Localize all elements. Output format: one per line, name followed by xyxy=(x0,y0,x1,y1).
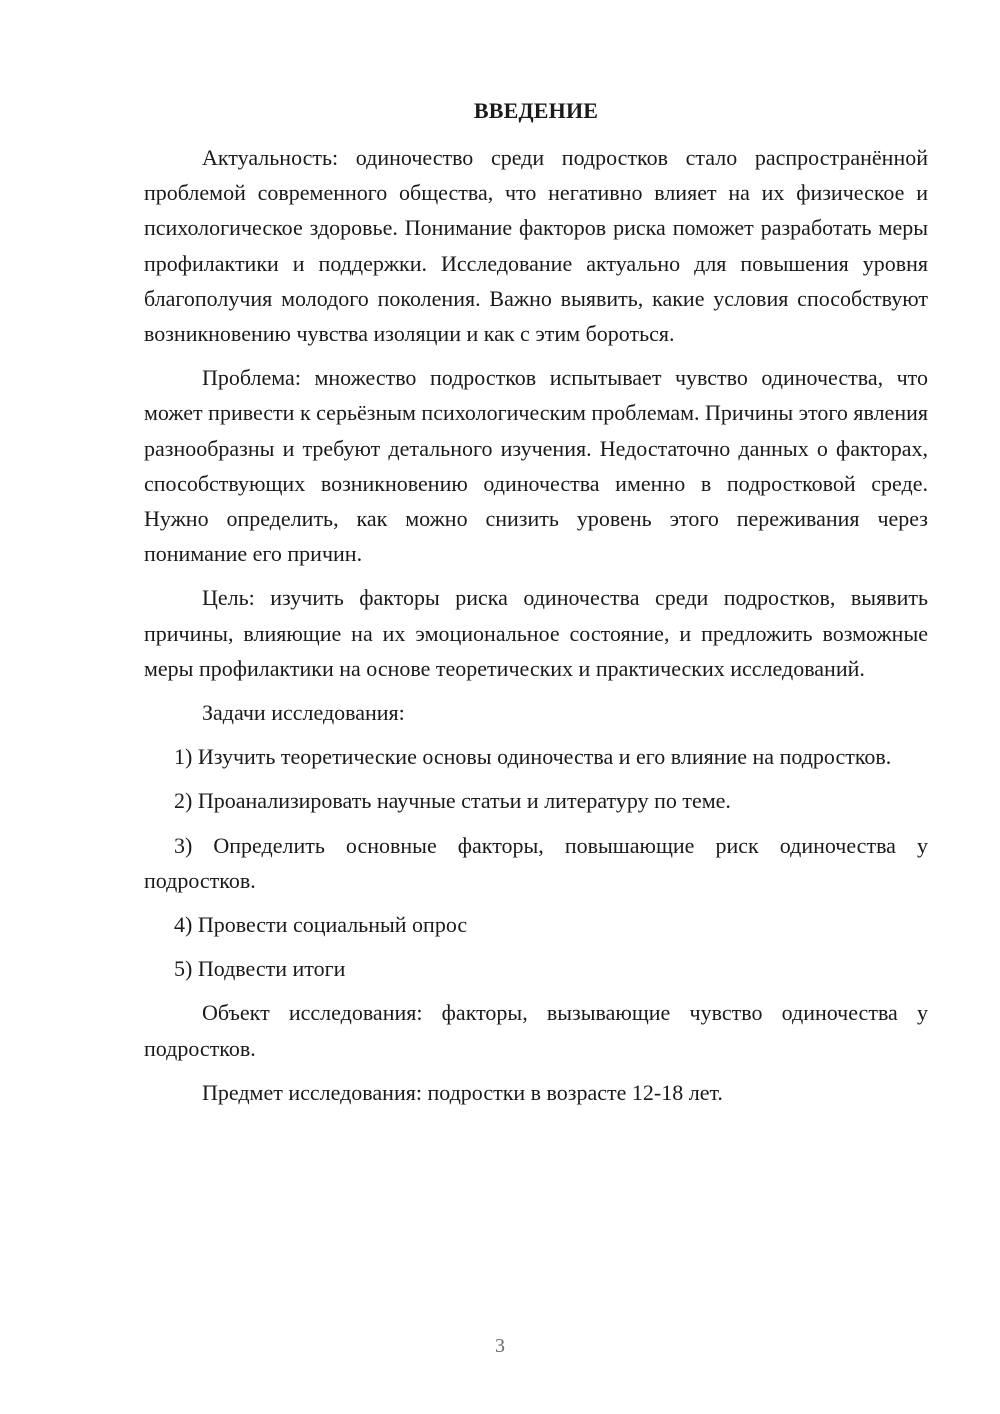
paragraph-subject: Предмет исследования: подростки в возрасте 12-18 лет. xyxy=(202,1079,723,1105)
paragraph-relevance: Актуальность: одиночество среди подростков стало распространённой проблемой современного общества, что негативно влияет на их физическое и психологическое здоровье. Понимание факторов риска поможет разработать меры профилактики и поддержки. Исследование актуально для повышения уровня благополучия молодого поколения. Важно выявить, какие условия способствуют возникновению чувства изоляции и как с этим бороться. xyxy=(144,145,928,347)
task-item-5: 5) Подвести итоги xyxy=(174,956,346,982)
tasks-list xyxy=(144,739,928,986)
task-item-1: 1) Изучить теоретические основы одиночества и его влияние на подростков. xyxy=(174,744,892,770)
paragraph-goal: Цель: изучить факторы риска одиночества среди подростков, выявить причины, влияющие на их эмоциональное состояние, и предложить возможные меры профилактики на основе теоретических и практических исследований. xyxy=(144,585,928,681)
task-item-2: 2) Проанализировать научные статьи и литературу по теме. xyxy=(174,788,731,814)
task-item-4: 4) Провести социальный опрос xyxy=(174,912,468,938)
paragraph-tasks-title: Задачи исследования: xyxy=(202,700,405,726)
section-heading: ВВЕДЕНИЕ xyxy=(473,98,599,123)
paragraph-problem: Проблема: множество подростков испытывает чувство одиночества, что может привести к серьёзным психологическим проблемам. Причины этого явления разнообразны и требуют детального изучения. Недостаточно данных о факторах, способствующих возникновению одиночества именно в подростковой среде. Нужно определить, как можно снизить уровень этого переживания через понимание его причин. xyxy=(144,365,928,567)
page-number: 3 xyxy=(495,1335,505,1357)
document-page xyxy=(144,96,928,1119)
task-item-3: 3) Определить основные факторы, повышающие риск одиночества у подростков. xyxy=(144,832,928,893)
paragraph-object: Объект исследования: факторы, вызывающие чувство одиночества у подростков. xyxy=(144,1000,928,1061)
